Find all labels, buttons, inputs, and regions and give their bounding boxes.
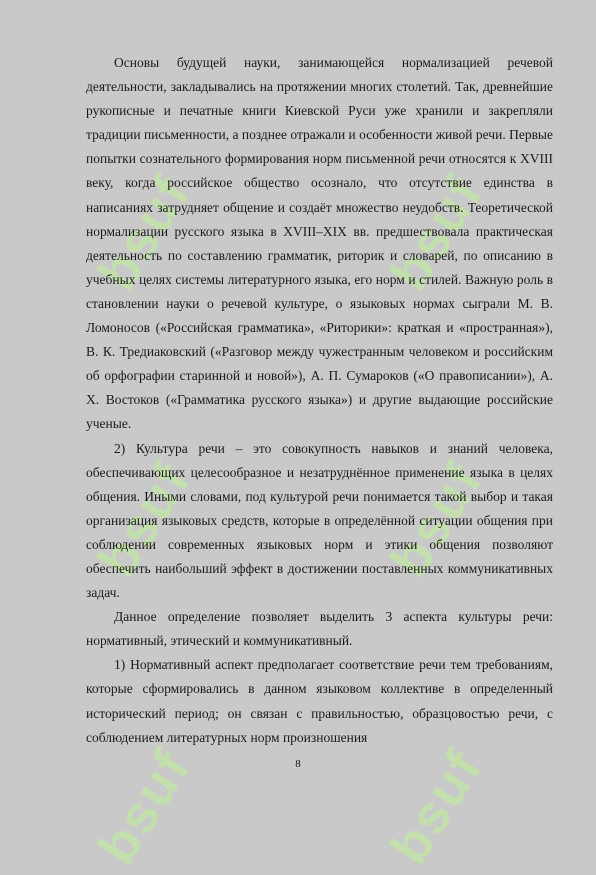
- paragraph-normative-aspect: 1) Нормативный аспект предполагает соответствие речи тем требованиям, которые сформировались в данном языковом коллективе в определенный исторический период; он связан с правильностью, образцовостью речи, с соблюдением литературных норм произношения: [86, 657, 553, 745]
- watermark-logo: bsuf: [378, 739, 495, 875]
- watermark-logo: bsuf: [86, 452, 203, 588]
- paragraph-definition: 2) Культура речи – это совокупность навыков и знаний человека, обеспечивающих целесообразное и незатруднённое применение языка в целях общения. Иными словами, под культурой речи понимается такой выбор и такая организация языковых средств, которые в определённой ситуации общения при соблюдении современных языковых норм и этики общения позволяют обеспечить наибольший эффект в достижении поставленных коммуникативных задач.: [86, 440, 553, 601]
- page-body: [86, 51, 553, 750]
- watermark-logo: bsuf: [378, 165, 495, 301]
- paragraph-history: Основы будущей науки, занимающейся нормализацией речевой деятельности, закладывались на протяжении многих столетий. Так, древнейшие рукописные и печатные книги Киевской Руси уже хранили и закрепляли традиции письменности, а позднее отражали и особенности живой речи. Первые попытки сознательного формирования норм письменной речи относятся к XVIII веку, когда российское общество осознало, что отсутствие единства в написаниях затрудняет общение и создаёт множество неудобств. Теоретической нормализации русского языка в XVIII–XIX вв. предшествовала практическая деятельность по составлению грамматик, риторик и словарей, по описанию в учебных целях системы литературного языка, его норм и стилей. Важную роль в становлении науки о речевой культуре, о языковых нормах сыграли М. В. Ломоносов («Российская грамматика», «Риторики»: краткая и «пространная»), В. К. Тредиаковский («Разговор между чужестранным человеком и российским об орфографии старинной и новой»), А. П. Сумароков («О правописании»), А. Х. Востоков («Грамматика русского языка») и другие выдающие российские ученые.: [86, 55, 553, 432]
- watermark-logo: bsuf: [86, 739, 203, 875]
- watermark-logo: bsuf: [86, 165, 203, 301]
- watermark-logo: bsuf: [378, 452, 495, 588]
- paragraph-aspects: Данное определение позволяет выделить 3 аспекта культуры речи: нормативный, этический и коммуникативный.: [86, 609, 553, 649]
- page-number: 8: [295, 758, 301, 770]
